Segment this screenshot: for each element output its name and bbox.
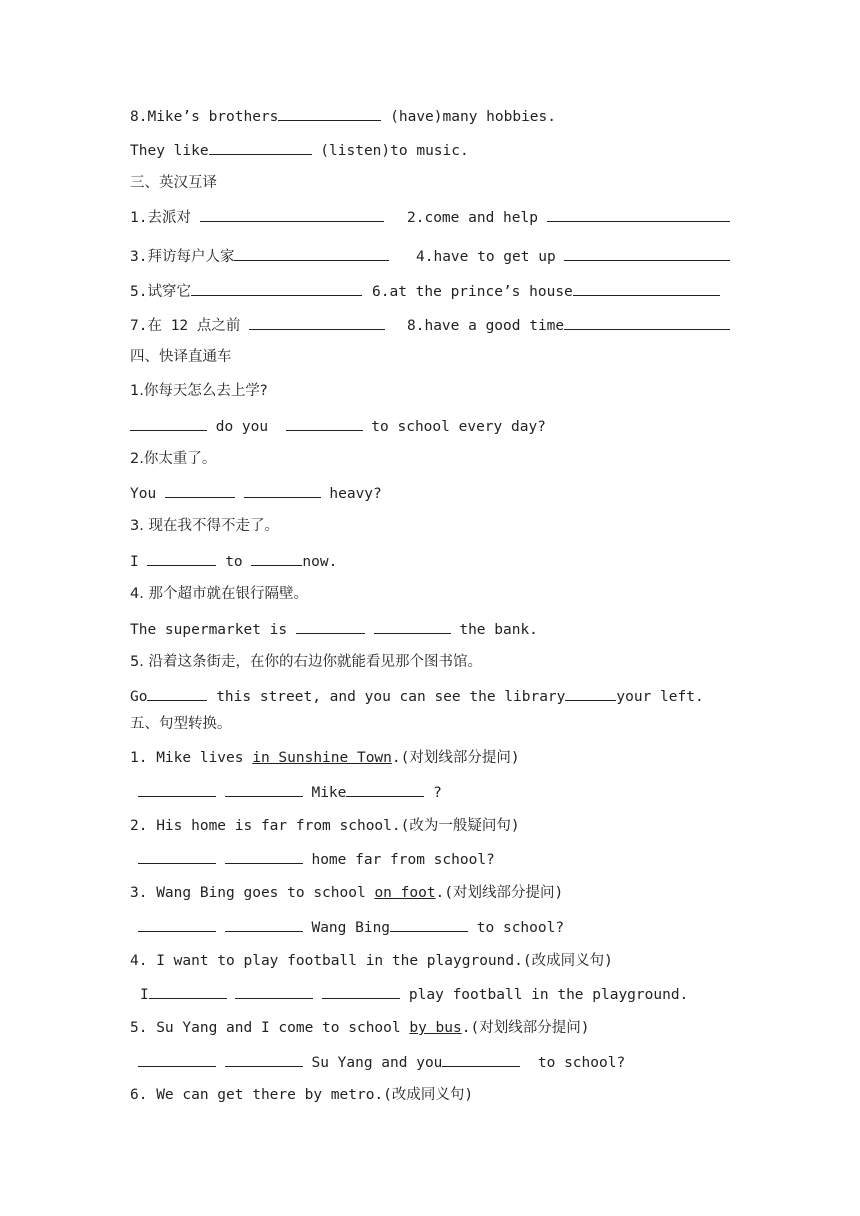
sec4-q5-chinese: 5. 沿着这条街走，在你的右边你就能看见那个图书馆。 (130, 654, 482, 670)
section-5-title: 五、句型转换。 (130, 716, 232, 732)
sec5-q4: 4. I want to play football in the playground.(改成同义句) (130, 953, 613, 969)
answer-blank[interactable] (138, 849, 216, 864)
sec4-q3-text-b: to (216, 554, 252, 570)
sec3-item-5: 5.试穿它 (130, 284, 191, 300)
sec4-q3-chinese: 3. 现在我不得不走了。 (130, 518, 279, 534)
answer-blank[interactable] (442, 1052, 520, 1067)
q8-text-b: (have)many hobbies. (381, 109, 557, 125)
sec5-a1 (138, 782, 442, 803)
sec5-a3 (138, 917, 564, 938)
q8-line-2 (130, 140, 469, 161)
answer-blank[interactable] (374, 619, 451, 634)
sec5-q5-underlined: by bus (409, 1020, 462, 1036)
q8-text-a: 8.Mike’s brothers (130, 109, 279, 125)
sec5-q3-text-b: .(对划线部分提问) (435, 885, 564, 901)
sec4-q3-text-c: now. (302, 554, 338, 570)
answer-blank[interactable] (249, 315, 385, 330)
sec5-q5 (130, 1018, 589, 1038)
answer-blank[interactable] (286, 416, 363, 431)
sec4-q4-text-b: the bank. (450, 622, 538, 638)
sec3-item-4: 4.have to get up (416, 249, 565, 265)
answer-blank[interactable] (244, 483, 321, 498)
sec4-q1-chinese: 1.你每天怎么去上学? (130, 383, 268, 399)
sec4-q2-text-b: heavy? (320, 486, 382, 502)
sec4-q3-answer (130, 551, 337, 572)
sec4-q1-text-a: do you (207, 419, 277, 435)
sec5-a3-text-b: to school? (468, 920, 565, 936)
answer-blank[interactable] (225, 917, 303, 932)
answer-blank[interactable] (278, 106, 381, 121)
answer-blank[interactable] (209, 140, 312, 155)
answer-blank[interactable] (138, 1052, 216, 1067)
sec4-q2-text-a: You (130, 486, 165, 502)
sec3-item-7: 7.在 12 点之前 (130, 318, 250, 334)
sec5-q3-underlined: on foot (374, 885, 436, 901)
answer-blank[interactable] (165, 483, 235, 498)
sec5-q5-text-b: .(对划线部分提问) (461, 1020, 590, 1036)
sec3-item-6: 6.at the prince’s house (372, 284, 573, 300)
sec4-q1-text-b: to school every day? (362, 419, 546, 435)
answer-blank[interactable] (191, 281, 362, 296)
sec4-q4-chinese: 4. 那个超市就在银行隔壁。 (130, 586, 308, 602)
sec4-q2-answer (130, 483, 382, 504)
answer-blank[interactable] (225, 782, 303, 797)
sec5-q6: 6. We can get there by metro.(改成同义句) (130, 1087, 474, 1103)
sec5-a2-text: home far from school? (302, 852, 495, 868)
answer-blank[interactable] (573, 281, 720, 296)
sec5-a5-text-b: to school? (520, 1055, 626, 1071)
sec5-a4 (140, 984, 688, 1005)
section-3-title: 三、英汉互译 (130, 175, 217, 191)
sec4-q2-chinese: 2.你太重了。 (130, 451, 217, 467)
sec3-row-4b (407, 315, 730, 336)
section-4-title: 四、快译直通车 (130, 349, 232, 365)
answer-blank[interactable] (564, 315, 730, 330)
sec5-a4-text-b: play football in the playground. (400, 987, 689, 1003)
sec3-item-3: 3.拜访每户人家 (130, 249, 235, 265)
answer-blank[interactable] (234, 246, 389, 261)
sec5-a5-text-a: Su Yang and you (302, 1055, 443, 1071)
sec3-row-1 (130, 207, 384, 228)
q8-text-c: They like (130, 143, 209, 159)
sec5-a3-text-a: Wang Bing (302, 920, 391, 936)
answer-blank[interactable] (225, 849, 303, 864)
answer-blank[interactable] (564, 246, 730, 261)
sec5-q1 (130, 748, 520, 768)
answer-blank[interactable] (138, 782, 216, 797)
q8-line-1 (130, 106, 556, 127)
sec5-q5-text-a: 5. Su Yang and I come to school (130, 1020, 410, 1036)
answer-blank[interactable] (322, 984, 400, 999)
sec4-q5-text-b: this street, and you can see the library (207, 689, 566, 705)
answer-blank[interactable] (251, 551, 302, 566)
sec5-a2 (138, 849, 495, 870)
sec3-item-1: 1.去派对 (130, 210, 200, 226)
sec3-row-3 (130, 281, 362, 302)
answer-blank[interactable] (547, 207, 730, 222)
answer-blank[interactable] (565, 686, 616, 701)
sec5-a5 (138, 1052, 625, 1073)
sec5-q2: 2. His home is far from school.(改为一般疑问句) (130, 818, 520, 834)
q8-text-d: (listen)to music. (311, 143, 469, 159)
sec5-a1-text-b: ? (424, 785, 442, 801)
sec4-q4-answer (130, 619, 538, 640)
sec4-q4-text-a: The supermarket is (130, 622, 296, 638)
answer-blank[interactable] (296, 619, 365, 634)
sec4-q5-text-a: Go (130, 689, 148, 705)
sec5-q1-underlined: in Sunshine Town (252, 750, 392, 766)
sec3-row-2b (416, 246, 730, 267)
sec4-q5-text-c: your left. (616, 689, 704, 705)
sec3-row-2 (130, 246, 389, 267)
sec5-q1-text-a: 1. Mike lives (130, 750, 253, 766)
sec3-row-1b (407, 207, 730, 228)
answer-blank[interactable] (346, 782, 424, 797)
sec3-row-4 (130, 315, 385, 336)
answer-blank[interactable] (130, 416, 207, 431)
answer-blank[interactable] (225, 1052, 303, 1067)
sec4-q5-answer (130, 686, 704, 707)
sec5-a1-text-a: Mike (302, 785, 347, 801)
sec4-q1-answer (130, 416, 546, 437)
sec5-q3-text-a: 3. Wang Bing goes to school (130, 885, 375, 901)
sec3-item-8: 8.have a good time (407, 318, 565, 334)
answer-blank[interactable] (200, 207, 384, 222)
sec5-q3 (130, 883, 563, 903)
sec3-item-2: 2.come and help (407, 210, 547, 226)
answer-blank[interactable] (149, 984, 227, 999)
answer-blank[interactable] (390, 917, 468, 932)
answer-blank[interactable] (138, 917, 216, 932)
sec5-q1-text-b: .(对划线部分提问) (391, 750, 520, 766)
sec4-q3-text-a: I (130, 554, 148, 570)
answer-blank[interactable] (147, 686, 207, 701)
sec3-row-3b (372, 281, 720, 302)
answer-blank[interactable] (147, 551, 216, 566)
sec5-a4-text-a: I (140, 987, 149, 1003)
answer-blank[interactable] (235, 984, 313, 999)
